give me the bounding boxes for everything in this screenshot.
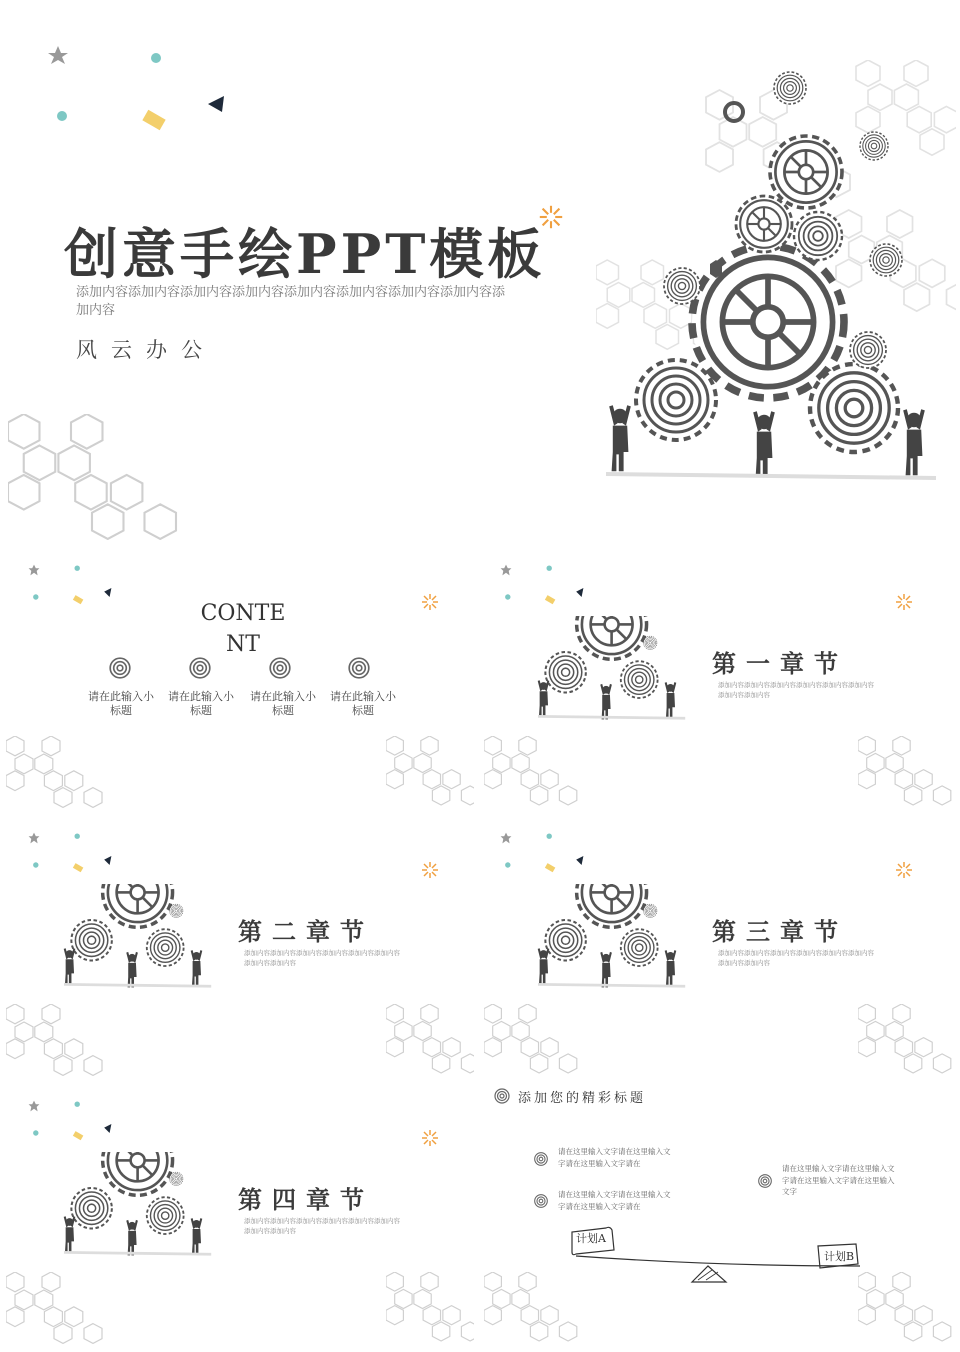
chapter-desc: 添加内容添加内容添加内容添加内容添加内容添加内容添加内容添加内容 [718,681,874,699]
hexagon-pattern [858,1004,958,1076]
hero-slide [0,0,960,540]
chapter-slide-2 [0,824,474,1080]
target-icon [108,656,132,680]
hero-author: 风云办公 [76,338,216,362]
confetti-decoration [500,564,600,614]
target-icon [756,1172,774,1190]
target-icon [268,656,292,680]
chapter-slide-1 [482,556,960,812]
hexagon-pattern [386,1004,474,1076]
hexagon-pattern [386,1272,474,1344]
chapter-desc: 添加内容添加内容添加内容添加内容添加内容添加内容添加内容添加内容 [244,1217,400,1235]
hexagon-pattern [858,1272,958,1344]
hexagon-pattern [386,736,474,808]
sunburst-icon [420,1128,440,1148]
contents-slide [0,556,474,812]
target-icon [492,1086,512,1106]
toc-item-3[interactable]: 请在此输入小标题 [250,690,316,717]
plan-b-label: 计划B [824,1250,855,1263]
toc-item-2[interactable]: 请在此输入小标题 [168,690,234,717]
confetti-decoration [500,832,600,882]
target-icon [532,1150,550,1168]
sunburst-icon [420,860,440,880]
chapter-title: 第四章节 [238,1185,374,1214]
target-icon [188,656,212,680]
gears-illustration [536,616,700,728]
chapter-slide-3 [482,824,960,1080]
chapter-title: 第一章节 [712,649,848,678]
confetti-decoration [28,1100,128,1150]
section-title: 添加您的精彩标题 [518,1091,647,1106]
hexagon-pattern [6,1272,116,1344]
confetti-decoration [28,832,128,882]
chapter-slide-4 [0,1092,474,1348]
chapter-desc: 添加内容添加内容添加内容添加内容添加内容添加内容添加内容添加内容 [718,949,874,967]
chapter-title: 第二章节 [238,917,374,946]
toc-item-4[interactable]: 请在此输入小标题 [330,690,396,717]
toc-item-1[interactable]: 请在此输入小标题 [88,690,154,717]
hexagon-pattern [484,736,584,808]
chapter-title: 第三章节 [712,917,848,946]
hero-title: 创意手绘PPT模板 [64,222,546,286]
hexagon-pattern [6,736,116,808]
contents-title: CONTENT [200,601,286,657]
confetti-decoration [40,40,240,140]
confetti-decoration [28,564,128,614]
gears-illustration [536,884,700,996]
gears-illustration [596,60,956,490]
bullet-text: 请在这里输入文字请在这里输入文字请在这里输入文字请在这里输入文字 [782,1164,895,1196]
plan-a-label: 计划A [576,1232,606,1245]
sunburst-icon [894,592,914,612]
hexagon-pattern [8,414,188,540]
hexagon-pattern [858,736,958,808]
target-icon [347,656,371,680]
hexagon-pattern [484,1272,584,1344]
target-icon [532,1192,550,1210]
bullet-text: 请在这里输入文字请在这里输入文字请在这里输入文字请在 [558,1147,671,1168]
sunburst-icon [894,860,914,880]
chapter-desc: 添加内容添加内容添加内容添加内容添加内容添加内容添加内容添加内容 [244,949,400,967]
gears-illustration [62,884,226,996]
bullet-text: 请在这里输入文字请在这里输入文字请在这里输入文字请在 [558,1190,671,1211]
hexagon-pattern [484,1004,584,1076]
plan-slide [482,1080,960,1348]
sunburst-icon [420,592,440,612]
hexagon-pattern [6,1004,116,1076]
gears-illustration [62,1152,226,1264]
hero-subtitle: 添加内容添加内容添加内容添加内容添加内容添加内容添加内容添加内容添加内容 [76,285,506,318]
